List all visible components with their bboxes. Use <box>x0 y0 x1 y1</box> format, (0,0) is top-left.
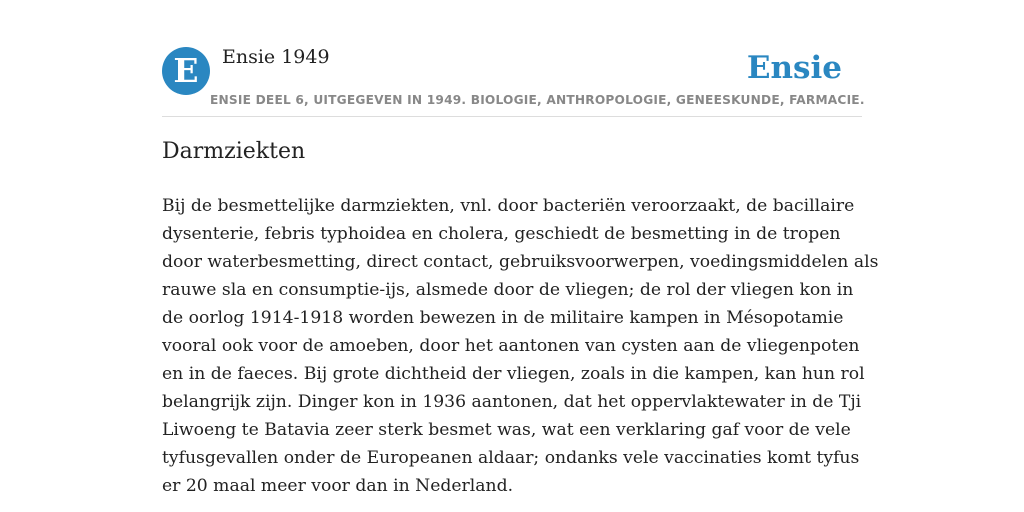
article-line: de oorlog 1914-1918 worden bewezen in de militaire kampen in Mésopotamie <box>162 308 844 328</box>
article-title: Darmziekten <box>162 139 306 164</box>
article-line: Bij de besmettelijke darmziekten, vnl. door bacteriën veroorzaakt, de bacillaire <box>162 196 855 216</box>
article-line: vooral ook voor de amoeben, door het aantonen van cysten aan de vliegenpoten <box>162 336 860 356</box>
brand-link[interactable]: Ensie <box>746 50 842 86</box>
article-line: en in de faeces. Bij grote dichtheid der vliegen, zoals in die kampen, kan hun rol <box>162 364 865 384</box>
header <box>162 44 865 117</box>
article-line: er 20 maal meer voor dan in Nederland. <box>162 476 514 496</box>
article-line: rauwe sla en consumptie-ijs, alsmede door de vliegen; de rol der vliegen kon in <box>162 280 854 300</box>
article-line: Liwoeng te Batavia zeer sterk besmet was, wat een verklaring gaf voor de vele <box>162 420 851 440</box>
article-line: belangrijk zijn. Dinger kon in 1936 aantonen, dat het oppervlaktewater in de Tji <box>162 392 862 412</box>
article-line: door waterbesmetting, direct contact, gebruiksvoorwerpen, voedingsmiddelen als <box>162 252 879 272</box>
article-line: tyfusgevallen onder de Europeanen aldaar; ondanks vele vaccinaties komt tyfus <box>162 448 860 468</box>
article-line: dysenterie, febris typhoidea en cholera, geschiedt de besmetting in de tropen <box>162 224 841 244</box>
edition-title: Ensie 1949 <box>222 46 330 68</box>
article-body <box>162 192 882 500</box>
ensie-logo-icon[interactable]: E <box>162 47 210 95</box>
edition-subtitle: ENSIE DEEL 6, UITGEGEVEN IN 1949. BIOLOGIE, ANTHROPOLOGIE, GENEESKUNDE, FARMACIE. <box>210 93 865 107</box>
